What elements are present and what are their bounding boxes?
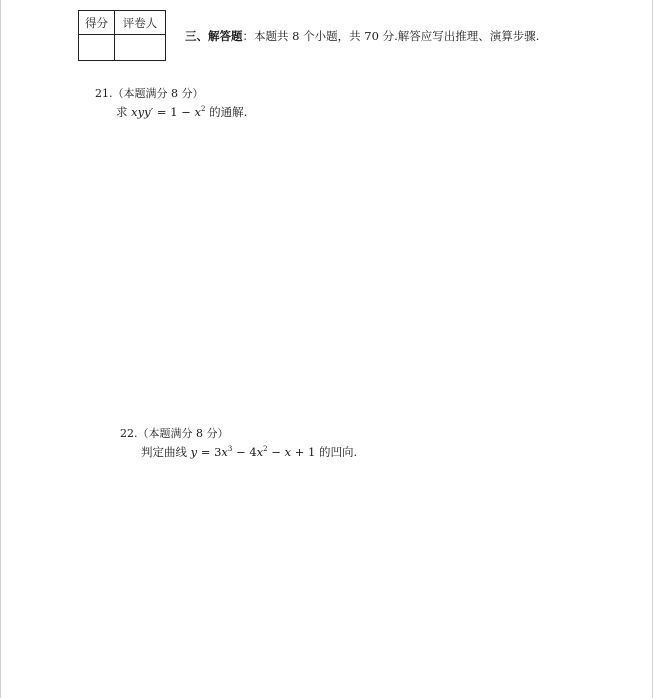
section-instruction: ：本题共 8 个小题，共 70 分.解答应写出推理、演算步骤. bbox=[242, 29, 540, 43]
question-number: 21. bbox=[95, 87, 113, 100]
formula-minus1: − 4 bbox=[232, 445, 257, 459]
question-21-heading bbox=[95, 85, 204, 101]
grader-header: 评卷人 bbox=[115, 11, 166, 35]
formula-x1: x bbox=[221, 445, 228, 459]
question-suffix: 的通解. bbox=[205, 105, 248, 119]
formula-var: x bbox=[194, 105, 201, 119]
page-left-edge bbox=[0, 0, 1, 698]
score-cell bbox=[79, 35, 115, 61]
formula-tail: + 1 bbox=[291, 445, 316, 459]
question-prefix: 判定曲线 bbox=[141, 445, 191, 459]
question-22-heading bbox=[120, 425, 229, 441]
formula-lhs: xyy′ bbox=[131, 105, 154, 119]
formula-eq: = 3 bbox=[197, 445, 222, 459]
formula-x2: x bbox=[256, 445, 264, 459]
section-title: 三、解答题 bbox=[185, 29, 243, 43]
grader-cell bbox=[115, 35, 166, 61]
formula-y: y bbox=[190, 445, 198, 459]
question-22-text bbox=[141, 444, 357, 460]
question-21-text bbox=[116, 104, 247, 120]
question-suffix: 的凹向. bbox=[315, 445, 358, 459]
formula-minus2: − bbox=[267, 445, 285, 459]
score-header: 得分 bbox=[79, 11, 115, 35]
formula-mid: = 1 − bbox=[153, 105, 195, 119]
formula-exp2: 2 bbox=[263, 445, 268, 453]
question-points: （本题满分 8 分） bbox=[112, 87, 204, 100]
formula-x3: x bbox=[284, 445, 292, 459]
formula-exp1: 3 bbox=[227, 445, 233, 453]
question-points: （本题满分 8 分） bbox=[137, 427, 229, 440]
score-box bbox=[78, 10, 166, 61]
section-header bbox=[185, 28, 539, 44]
question-prefix: 求 bbox=[116, 105, 132, 119]
question-number: 22. bbox=[120, 427, 138, 440]
formula-exponent: 2 bbox=[200, 105, 206, 113]
